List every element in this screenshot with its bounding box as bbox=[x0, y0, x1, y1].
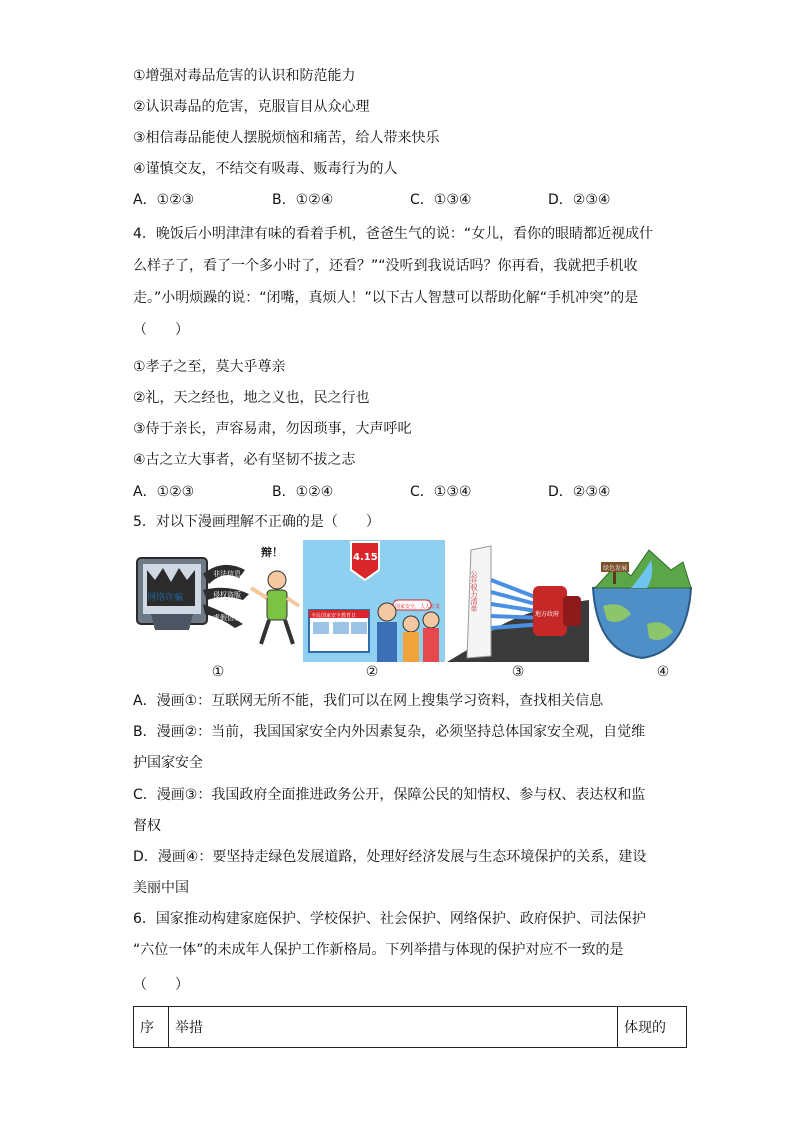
q4-statement-1: ①孝子之至，莫大乎尊亲 bbox=[133, 359, 286, 375]
q4-option-c[interactable]: C．①③④ bbox=[410, 484, 472, 500]
table-header-measure: 举措 bbox=[169, 1007, 618, 1048]
q6-answer-blank: （ ） bbox=[133, 977, 189, 993]
comic-2-image bbox=[303, 540, 445, 662]
q3-statement-4: ④谨慎交友，不结交有吸毒、贩毒行为的人 bbox=[133, 161, 398, 177]
comic-4-text-a: 绿色发展 bbox=[603, 565, 628, 572]
comic-4-caption: ④ bbox=[656, 664, 670, 680]
comic-1-text-a: 辩！ bbox=[261, 546, 283, 559]
q6-stem-line-1: 6．国家推动构建家庭保护、学校保护、社会保护、网络保护、政府保护、司法保护 bbox=[133, 911, 646, 927]
comic-4-image bbox=[591, 540, 693, 662]
comic-3-text-a: 公开权力清单 bbox=[470, 570, 478, 612]
q4-option-d[interactable]: D．②③④ bbox=[548, 484, 611, 500]
q4-statement-2: ②礼，天之经也，地之义也，民之行也 bbox=[133, 390, 370, 406]
q3-statement-3: ③相信毒品能使人摆脱烦恼和痛苦，给人带来快乐 bbox=[133, 130, 440, 146]
comic-3-caption: ③ bbox=[511, 664, 525, 680]
q4-answer-blank: （ ） bbox=[133, 322, 189, 338]
comic-3-text-b: 地方政府 bbox=[535, 611, 560, 618]
comic-1-text-d: 侵权盗版 bbox=[213, 591, 241, 599]
q5-option-c[interactable]: C．漫画③：我国政府全面推进政务公开，保障公民的知情权、参与权、表达权和监 bbox=[133, 787, 646, 803]
q5-option-d[interactable]: D．漫画④：要坚持走绿色发展道路，处理好经济发展与生态环境保护的关系，建设 bbox=[133, 849, 647, 865]
q3-statement-2: ②认识毒品的危害，克服盲目从众心理 bbox=[133, 99, 370, 115]
q3-option-d[interactable]: D．②③④ bbox=[548, 192, 611, 208]
q3-option-c[interactable]: C．①③④ bbox=[410, 192, 472, 208]
comic-1-text-e: 虚假信息 bbox=[213, 614, 241, 622]
q4-stem-line-1: 4．晚饭后小明津津有味的看着手机，爸爸生气的说：“女儿，看你的眼睛都近视成什 bbox=[133, 226, 654, 242]
comic-1-caption: ① bbox=[211, 664, 225, 680]
q5-stem: 5．对以下漫画理解不正确的是（ ） bbox=[133, 514, 380, 530]
q5-comics bbox=[133, 540, 693, 680]
q5-option-b-cont: 护国家安全 bbox=[133, 755, 203, 771]
comic-1-text-b: 网络诈骗 bbox=[147, 593, 184, 603]
q5-option-c-cont: 督权 bbox=[133, 818, 161, 834]
q5-option-b[interactable]: B．漫画②：当前，我国国家安全内外因素复杂，必须坚持总体国家安全观，自觉维 bbox=[133, 724, 646, 740]
comic-2-text-a: 4.15 bbox=[353, 552, 378, 563]
comic-1-text-c: 非法信息 bbox=[213, 570, 241, 578]
q4-stem-line-2: 么样子了，看了一个多小时了，还看？”“没听到我说话吗？你再看，我就把手机收 bbox=[133, 258, 638, 274]
comic-3-image bbox=[447, 540, 589, 662]
comic-1-image bbox=[133, 540, 301, 662]
table-header-protection: 体现的 bbox=[618, 1007, 687, 1048]
q6-stem-line-2: “六位一体”的未成年人保护工作新格局。下列举措与体现的保护对应不一致的是 bbox=[133, 942, 624, 958]
comic-2-text-c: 国家安全，人人有责 bbox=[395, 604, 441, 610]
q5-option-a[interactable]: A．漫画①：互联网无所不能，我们可以在网上搜集学习资料，查找相关信息 bbox=[133, 693, 604, 709]
q4-option-b[interactable]: B．①②④ bbox=[272, 484, 334, 500]
q3-statement-1: ①增强对毒品危害的认识和防范能力 bbox=[133, 68, 356, 84]
q3-option-a[interactable]: A．①②③ bbox=[133, 192, 195, 208]
q4-option-a[interactable]: A．①②③ bbox=[133, 484, 195, 500]
q4-statement-4: ④古之立大事者，必有坚韧不拔之志 bbox=[133, 452, 356, 468]
table-header-row bbox=[134, 1007, 687, 1048]
q3-option-b[interactable]: B．①②④ bbox=[272, 192, 334, 208]
table-header-index: 序 bbox=[134, 1007, 169, 1048]
q4-stem-line-3: 走。”小明烦躁的说：“闭嘴，真烦人！”以下古人智慧可以帮助化解“手机冲突”的是 bbox=[133, 290, 639, 306]
q4-statement-3: ③侍于亲长，声容易肃，勿因琐事，大声呼叱 bbox=[133, 421, 412, 437]
comic-2-text-b: 全民国家安全教育日 bbox=[311, 613, 357, 619]
q6-table bbox=[133, 1006, 687, 1048]
q5-option-d-cont: 美丽中国 bbox=[133, 880, 189, 896]
comic-2-caption: ② bbox=[365, 664, 379, 680]
